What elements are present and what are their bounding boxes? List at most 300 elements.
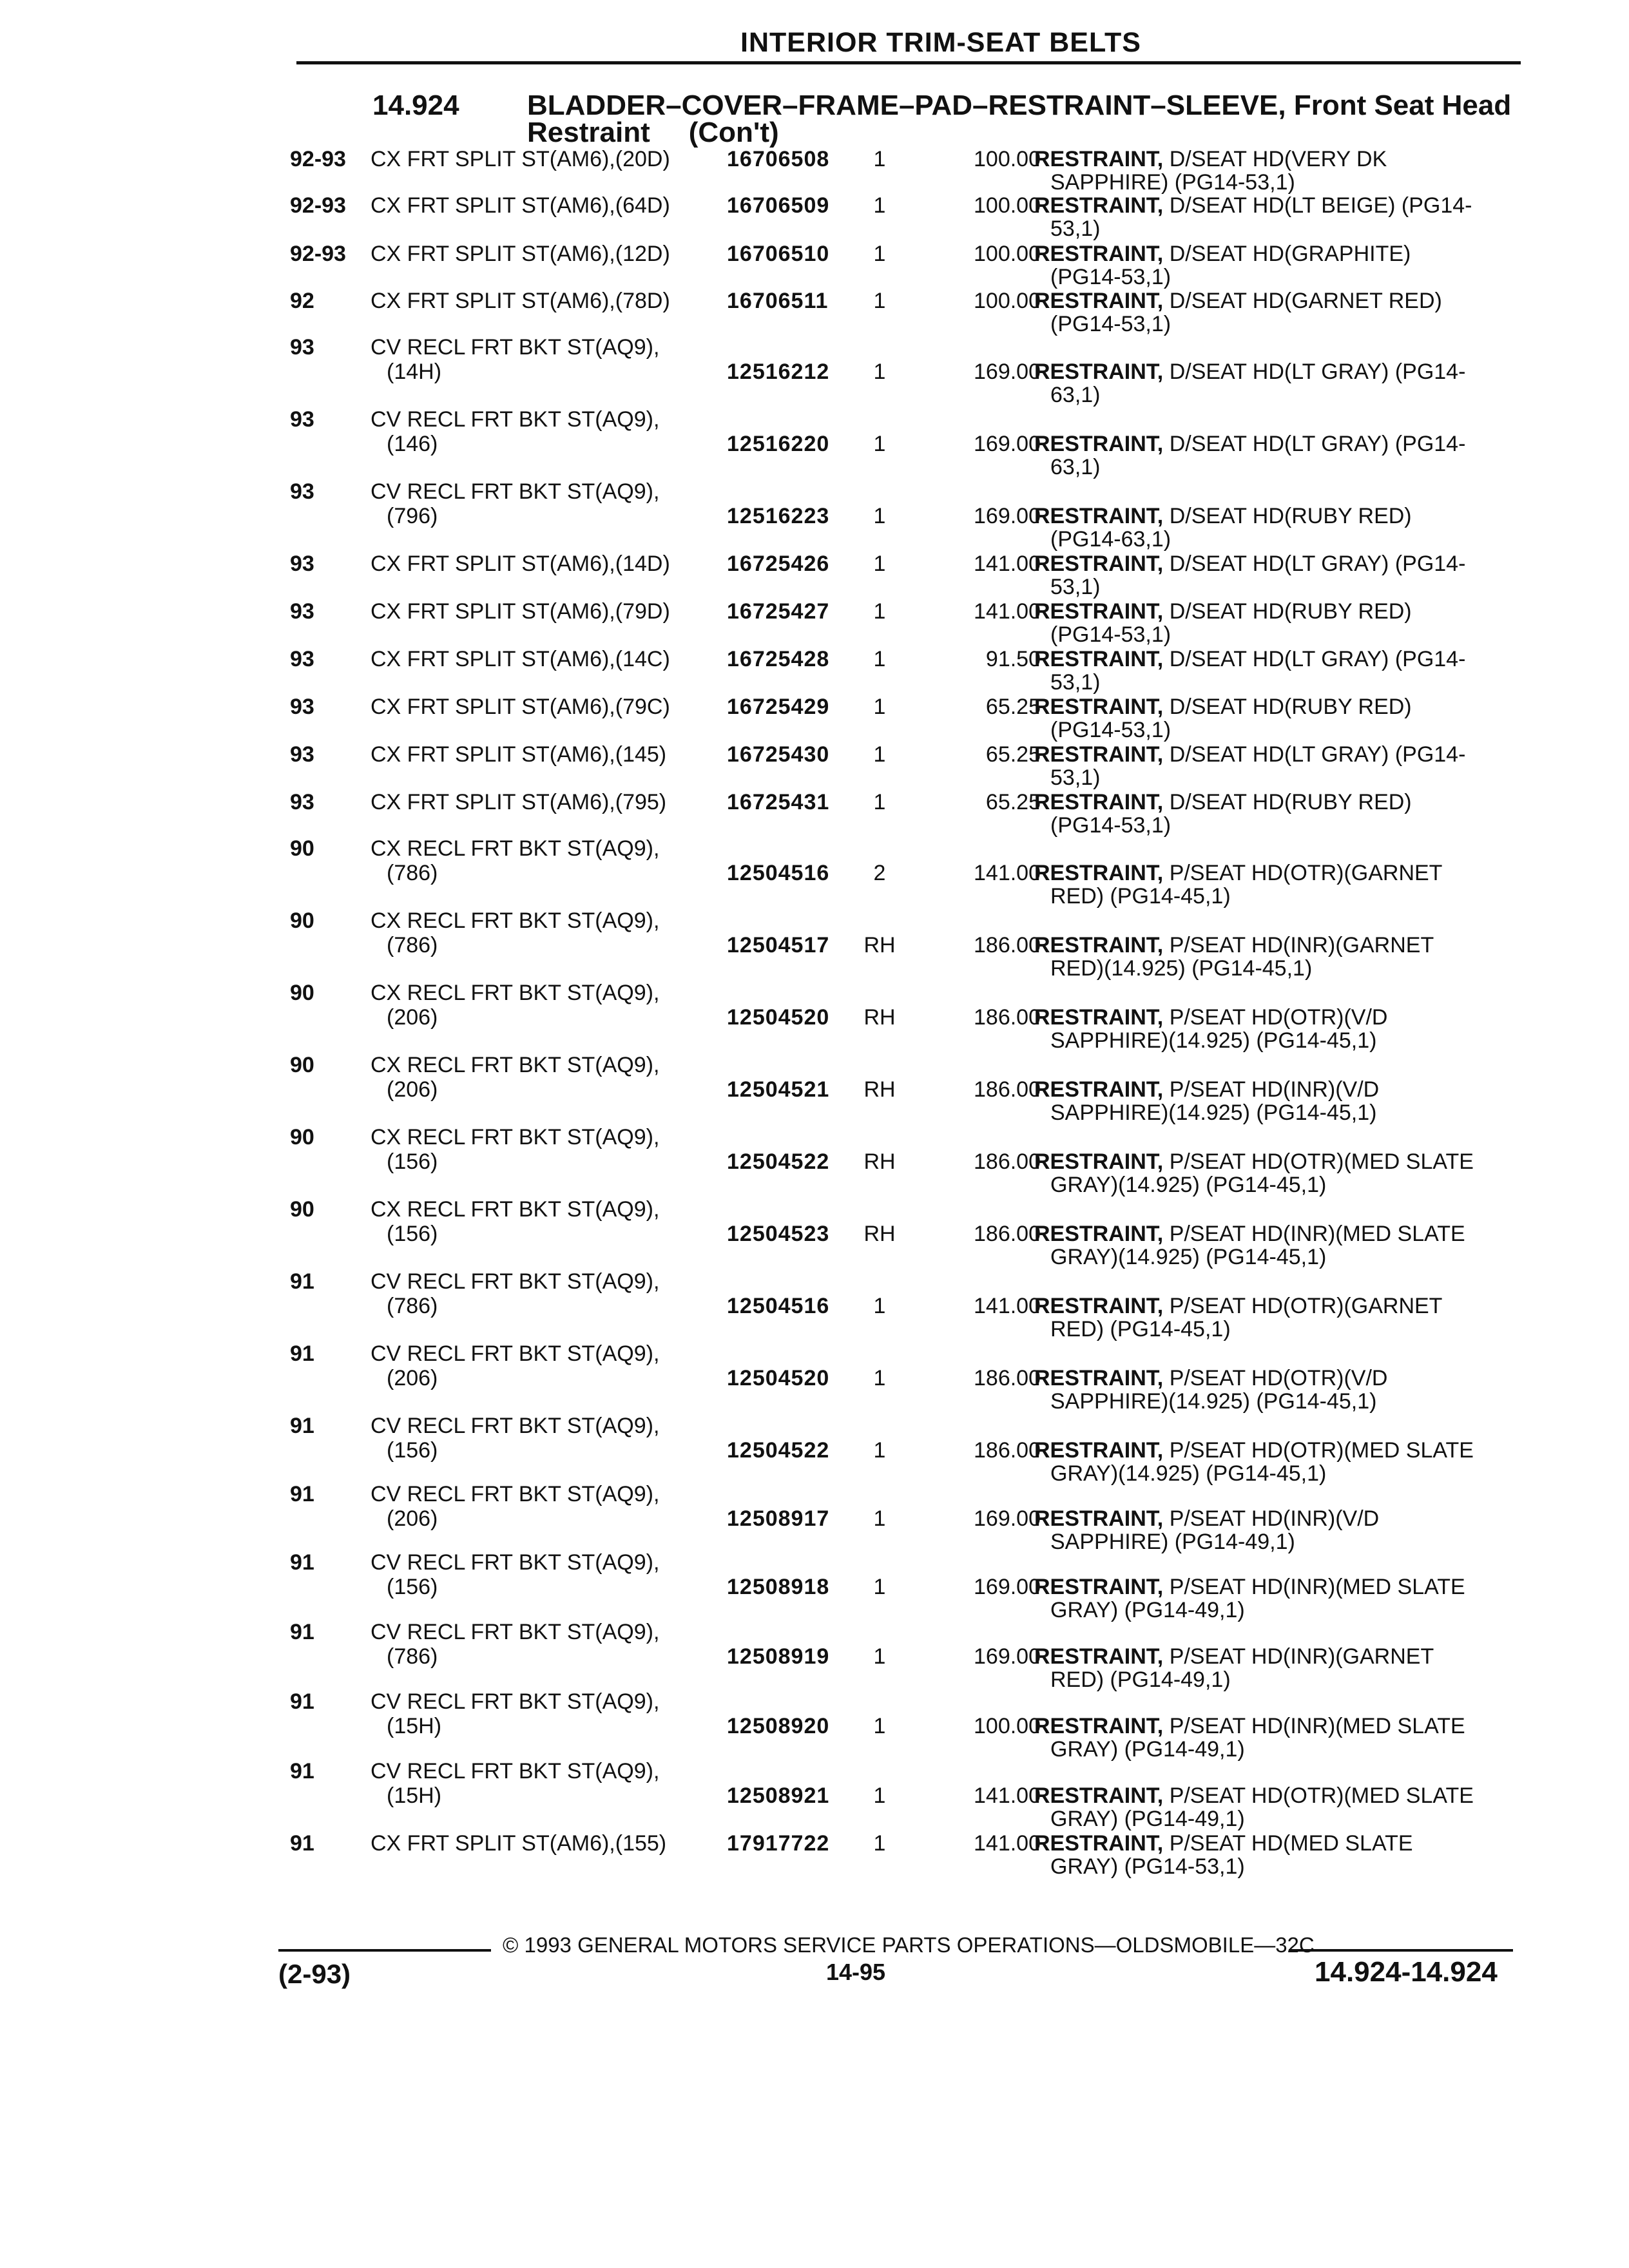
quantity: 1 [873,242,886,266]
part-number: 12516220 [727,432,830,456]
catalog-reference: GRAY) (PG14-49,1) [1050,1737,1245,1762]
quantity: RH [863,933,896,957]
price: 100.00 [974,289,1041,313]
application-desc: CV RECL FRT BKT ST(AQ9), [371,1689,660,1714]
price: 186.00 [974,1005,1041,1030]
part-detail-line2 [1050,1028,1376,1053]
catalog-reference: GRAY)(14.925) (PG14-45,1) [1050,1173,1327,1197]
price: 169.00 [974,1506,1041,1531]
catalog-reference: 53,1) [1050,670,1101,695]
part-number: 12504522 [727,1438,830,1463]
catalog-reference: RED) (PG14-45,1) [1050,884,1231,908]
edition-date: (2-93) [278,1959,351,1989]
part-description [1034,360,1465,384]
part-detail-line2 [1050,312,1171,336]
part-number: 16725430 [727,742,830,767]
part-number: 12508920 [727,1714,830,1738]
model-year: 90 [290,836,314,861]
part-name: RESTRAINT, [1034,695,1164,719]
application-trim-code: (786) [387,1294,438,1318]
model-year: 93 [290,335,314,360]
application-desc: CX RECL FRT BKT ST(AQ9), [371,836,660,861]
price: 186.00 [974,1438,1041,1463]
application-desc: CV RECL FRT BKT ST(AQ9), [371,479,660,504]
model-year: 91 [290,1341,314,1366]
part-detail-line1: D/SEAT HD(RUBY RED) [1169,790,1412,814]
model-year: 92-93 [290,147,346,171]
application-trim-code: (206) [387,1506,438,1531]
price: 169.00 [974,432,1041,456]
application-trim-code: (14H) [387,360,442,384]
part-description [1034,1294,1442,1318]
part-description [1034,599,1412,624]
section-title-restraint: Restraint [527,117,650,148]
catalog-reference: SAPPHIRE) (PG14-49,1) [1050,1530,1295,1554]
application-desc: CX RECL FRT BKT ST(AQ9), [371,981,660,1005]
part-detail-line2 [1050,884,1231,908]
part-description [1034,1714,1465,1738]
catalog-reference: GRAY)(14.925) (PG14-45,1) [1050,1461,1327,1486]
model-year: 92-93 [290,193,346,218]
part-detail-line1: P/SEAT HD(OTR)(V/D [1169,1366,1388,1390]
quantity: 1 [873,1831,886,1856]
part-detail-line1: D/SEAT HD(RUBY RED) [1169,504,1412,528]
part-number: 16706510 [727,242,830,266]
application-desc: CX FRT SPLIT ST(AM6),(79D) [371,599,670,624]
model-year: 91 [290,1689,314,1714]
part-detail-line2 [1050,1100,1376,1125]
part-name: RESTRAINT, [1034,1644,1164,1669]
quantity: RH [863,1077,896,1102]
part-detail-line2 [1050,575,1101,599]
part-detail-line2 [1050,455,1101,479]
price: 141.00 [974,1783,1041,1808]
part-detail-line2 [1050,1245,1326,1269]
part-detail-line1: D/SEAT HD(RUBY RED) [1169,695,1412,719]
application-desc: CV RECL FRT BKT ST(AQ9), [371,1759,660,1783]
quantity: RH [863,1005,896,1030]
model-year: 93 [290,647,314,671]
model-year: 90 [290,908,314,933]
part-name: RESTRAINT, [1034,360,1164,384]
part-number: 12508918 [727,1575,830,1599]
price: 186.00 [974,933,1041,957]
section-code: 14.924 [372,90,459,121]
quantity: 1 [873,1575,886,1599]
part-detail-line2 [1050,1807,1245,1831]
quantity: 1 [873,1366,886,1390]
quantity: 1 [873,1783,886,1808]
price: 186.00 [974,1077,1041,1102]
catalog-reference: SAPPHIRE) (PG14-53,1) [1050,170,1295,195]
application-trim-code: (156) [387,1149,438,1174]
catalog-reference: 63,1) [1050,383,1101,407]
price: 91.50 [985,647,1041,671]
part-name: RESTRAINT, [1034,289,1164,313]
model-year: 92 [290,289,314,313]
part-number: 12516223 [727,504,830,528]
part-detail-line1: P/SEAT HD(INR)(MED SLATE [1169,1222,1465,1246]
catalog-reference: SAPPHIRE)(14.925) (PG14-45,1) [1050,1100,1377,1125]
price: 186.00 [974,1222,1041,1246]
application-trim-code: (146) [387,432,438,456]
part-detail-line1: P/SEAT HD(INR)(V/D [1169,1506,1380,1531]
part-name: RESTRAINT, [1034,1077,1164,1102]
part-name: RESTRAINT, [1034,1294,1164,1318]
part-description [1034,1831,1413,1856]
application-desc: CV RECL FRT BKT ST(AQ9), [371,335,660,360]
part-number: 16725429 [727,695,830,719]
model-year: 93 [290,599,314,624]
part-detail-line1: P/SEAT HD(INR)(V/D [1169,1077,1380,1102]
part-description [1034,1644,1434,1669]
part-name: RESTRAINT, [1034,1831,1164,1856]
model-year: 91 [290,1831,314,1856]
catalog-reference: (PG14-53,1) [1050,622,1171,647]
part-detail-line2 [1050,1598,1245,1622]
quantity: 1 [873,742,886,767]
part-number: 12508921 [727,1783,830,1808]
running-title: INTERIOR TRIM-SEAT BELTS [740,27,1141,58]
application-trim-code: (786) [387,1644,438,1669]
part-detail-line2 [1050,383,1101,407]
part-description [1034,289,1442,313]
part-number: 12504516 [727,861,830,885]
section-range: 14.924-14.924 [1315,1956,1498,1988]
catalog-reference: RED) (PG14-49,1) [1050,1667,1231,1692]
part-name: RESTRAINT, [1034,1005,1164,1030]
quantity: 1 [873,1644,886,1669]
part-detail-line1: P/SEAT HD(INR)(GARNET [1169,933,1434,957]
part-description [1034,647,1465,671]
application-desc: CX FRT SPLIT ST(AM6),(155) [371,1831,667,1856]
price: 141.00 [974,1294,1041,1318]
part-number: 16706511 [727,289,829,313]
part-detail-line1: P/SEAT HD(OTR)(MED SLATE [1169,1438,1474,1463]
application-desc: CX FRT SPLIT ST(AM6),(14C) [371,647,670,671]
application-desc: CV RECL FRT BKT ST(AQ9), [371,1269,660,1294]
price: 141.00 [974,861,1041,885]
catalog-reference: GRAY)(14.925) (PG14-45,1) [1050,1245,1327,1269]
application-trim-code: (156) [387,1438,438,1463]
quantity: 1 [873,647,886,671]
part-detail-line2 [1050,718,1171,742]
part-description [1034,193,1472,218]
catalog-reference: (PG14-53,1) [1050,718,1171,742]
part-description [1034,1222,1465,1246]
quantity: 1 [873,360,886,384]
model-year: 93 [290,479,314,504]
catalog-reference: SAPPHIRE)(14.925) (PG14-45,1) [1050,1389,1377,1414]
part-description [1034,861,1442,885]
part-name: RESTRAINT, [1034,1714,1164,1738]
part-detail-line1: P/SEAT HD(OTR)(MED SLATE [1169,1783,1474,1808]
model-year: 90 [290,981,314,1005]
part-number: 12516212 [727,360,830,384]
model-year: 91 [290,1482,314,1506]
catalog-reference: GRAY) (PG14-49,1) [1050,1807,1245,1831]
part-name: RESTRAINT, [1034,742,1164,767]
price: 141.00 [974,1831,1041,1856]
application-desc: CX FRT SPLIT ST(AM6),(20D) [371,147,670,171]
part-number: 12504522 [727,1149,830,1174]
catalog-reference: (PG14-63,1) [1050,527,1171,552]
part-description [1034,742,1465,767]
quantity: RH [863,1222,896,1246]
part-description [1034,504,1412,528]
model-year: 93 [290,552,314,576]
part-detail-line1: P/SEAT HD(INR)(GARNET [1169,1644,1434,1669]
part-number: 12504517 [727,933,830,957]
application-desc: CV RECL FRT BKT ST(AQ9), [371,1341,660,1366]
application-desc: CX FRT SPLIT ST(AM6),(78D) [371,289,670,313]
part-number: 12508917 [727,1506,830,1531]
part-name: RESTRAINT, [1034,647,1164,671]
model-year: 90 [290,1197,314,1222]
part-detail-line1: D/SEAT HD(RUBY RED) [1169,599,1412,624]
application-desc: CX FRT SPLIT ST(AM6),(79C) [371,695,670,719]
part-description [1034,1438,1474,1463]
part-name: RESTRAINT, [1034,1149,1164,1174]
part-name: RESTRAINT, [1034,1438,1164,1463]
price: 65.25 [985,742,1041,767]
part-detail-line1: P/SEAT HD(INR)(MED SLATE [1169,1714,1465,1738]
application-desc: CX FRT SPLIT ST(AM6),(12D) [371,242,670,266]
part-number: 16725427 [727,599,830,624]
model-year: 92-93 [290,242,346,266]
part-name: RESTRAINT, [1034,1222,1164,1246]
quantity: RH [863,1149,896,1174]
part-description [1034,1149,1474,1174]
catalog-reference: SAPPHIRE)(14.925) (PG14-45,1) [1050,1028,1377,1053]
model-year: 90 [290,1125,314,1149]
part-description [1034,242,1411,266]
application-trim-code: (206) [387,1077,438,1102]
price: 65.25 [985,790,1041,814]
application-desc: CV RECL FRT BKT ST(AQ9), [371,1550,660,1575]
application-desc: CV RECL FRT BKT ST(AQ9), [371,1482,660,1506]
part-number: 12504521 [727,1077,830,1102]
model-year: 91 [290,1269,314,1294]
catalog-reference: GRAY) (PG14-49,1) [1050,1598,1245,1622]
part-detail-line2 [1050,1530,1295,1554]
application-trim-code: (796) [387,504,438,528]
part-number: 16725428 [727,647,830,671]
part-detail-line1: P/SEAT HD(OTR)(V/D [1169,1005,1388,1030]
quantity: 1 [873,432,886,456]
part-detail-line1: D/SEAT HD(LT BEIGE) (PG14- [1169,193,1472,218]
application-desc: CX RECL FRT BKT ST(AQ9), [371,1197,660,1222]
application-trim-code: (156) [387,1575,438,1599]
model-year: 91 [290,1550,314,1575]
part-description [1034,147,1387,171]
part-detail-line1: D/SEAT HD(LT GRAY) (PG14- [1169,647,1466,671]
quantity: 1 [873,1294,886,1318]
part-name: RESTRAINT, [1034,1506,1164,1531]
price: 169.00 [974,1644,1041,1669]
part-detail-line1: D/SEAT HD(LT GRAY) (PG14- [1169,432,1466,456]
part-detail-line2 [1050,765,1101,790]
application-trim-code: (156) [387,1222,438,1246]
quantity: 1 [873,147,886,171]
part-name: RESTRAINT, [1034,790,1164,814]
model-year: 91 [290,1620,314,1644]
catalog-reference: 53,1) [1050,575,1101,599]
application-desc: CX FRT SPLIT ST(AM6),(795) [371,790,667,814]
part-detail-line2 [1050,265,1171,289]
catalog-reference: 53,1) [1050,216,1101,241]
catalog-reference: 53,1) [1050,765,1101,790]
quantity: 1 [873,1438,886,1463]
part-detail-line1: P/SEAT HD(INR)(MED SLATE [1169,1575,1465,1599]
quantity: 2 [873,861,886,885]
part-detail-line2 [1050,1667,1231,1692]
part-detail-line1: D/SEAT HD(LT GRAY) (PG14- [1169,742,1466,767]
model-year: 93 [290,790,314,814]
part-name: RESTRAINT, [1034,147,1164,171]
part-detail-line2 [1050,1389,1376,1414]
part-name: RESTRAINT, [1034,193,1164,218]
price: 169.00 [974,1575,1041,1599]
part-detail-line1: P/SEAT HD(OTR)(GARNET [1169,861,1443,885]
price: 169.00 [974,360,1041,384]
part-description [1034,933,1434,957]
quantity: 1 [873,1714,886,1738]
application-desc: CX RECL FRT BKT ST(AQ9), [371,1053,660,1077]
price: 141.00 [974,552,1041,576]
application-trim-code: (206) [387,1366,438,1390]
quantity: 1 [873,599,886,624]
price: 169.00 [974,504,1041,528]
quantity: 1 [873,552,886,576]
application-trim-code: (15H) [387,1714,442,1738]
part-detail-line2 [1050,622,1171,647]
price: 100.00 [974,1714,1041,1738]
application-trim-code: (786) [387,933,438,957]
part-number: 12508919 [727,1644,830,1669]
part-name: RESTRAINT, [1034,1366,1164,1390]
part-detail-line1: P/SEAT HD(OTR)(MED SLATE [1169,1149,1474,1174]
part-detail-line2 [1050,1173,1326,1197]
application-desc: CV RECL FRT BKT ST(AQ9), [371,1620,660,1644]
part-description [1034,1366,1387,1390]
application-trim-code: (786) [387,861,438,885]
quantity: 1 [873,289,886,313]
application-trim-code: (206) [387,1005,438,1030]
part-detail-line1: D/SEAT HD(LT GRAY) (PG14- [1169,552,1466,576]
part-detail-line2 [1050,170,1295,195]
price: 100.00 [974,147,1041,171]
part-number: 12504520 [727,1005,830,1030]
part-number: 16706508 [727,147,830,171]
part-number: 16706509 [727,193,830,218]
part-name: RESTRAINT, [1034,1575,1164,1599]
application-desc: CV RECL FRT BKT ST(AQ9), [371,407,660,432]
catalog-reference: 63,1) [1050,455,1101,479]
part-detail-line1: D/SEAT HD(LT GRAY) (PG14- [1169,360,1466,384]
price: 100.00 [974,242,1041,266]
application-desc: CX FRT SPLIT ST(AM6),(14D) [371,552,670,576]
section-title: BLADDER–COVER–FRAME–PAD–RESTRAINT–SLEEVE, Front Seat Head [527,90,1512,121]
part-number: 17917722 [727,1831,830,1856]
quantity: 1 [873,504,886,528]
footer-rule-left [278,1949,491,1952]
part-description [1034,1575,1465,1599]
application-desc: CV RECL FRT BKT ST(AQ9), [371,1414,660,1438]
part-detail-line1: P/SEAT HD(OTR)(GARNET [1169,1294,1443,1318]
part-number: 12504516 [727,1294,830,1318]
part-name: RESTRAINT, [1034,242,1164,266]
catalog-reference: RED) (PG14-45,1) [1050,1317,1231,1341]
part-detail-line1: D/SEAT HD(GARNET RED) [1169,289,1442,313]
part-number: 16725426 [727,552,830,576]
part-name: RESTRAINT, [1034,933,1164,957]
price: 186.00 [974,1366,1041,1390]
part-number: 12504520 [727,1366,830,1390]
continued-label: (Con't) [688,117,779,148]
part-description [1034,695,1412,719]
price: 65.25 [985,695,1041,719]
model-year: 90 [290,1053,314,1077]
part-detail-line2 [1050,1461,1326,1486]
part-detail-line2 [1050,956,1312,981]
model-year: 93 [290,407,314,432]
catalog-reference: RED)(14.925) (PG14-45,1) [1050,956,1313,981]
model-year: 91 [290,1414,314,1438]
price: 100.00 [974,193,1041,218]
application-trim-code: (15H) [387,1783,442,1808]
application-desc: CX FRT SPLIT ST(AM6),(64D) [371,193,670,218]
quantity: 1 [873,695,886,719]
quantity: 1 [873,1506,886,1531]
quantity: 1 [873,790,886,814]
price: 141.00 [974,599,1041,624]
part-description [1034,1506,1379,1531]
part-detail-line2 [1050,1854,1245,1879]
price: 186.00 [974,1149,1041,1174]
part-detail-line2 [1050,670,1101,695]
part-description [1034,1783,1474,1808]
part-description [1034,432,1465,456]
application-desc: CX RECL FRT BKT ST(AQ9), [371,1125,660,1149]
footer-rule-right [1289,1949,1513,1952]
model-year: 93 [290,742,314,767]
part-name: RESTRAINT, [1034,432,1164,456]
model-year: 91 [290,1759,314,1783]
part-detail-line2 [1050,1317,1231,1341]
model-year: 93 [290,695,314,719]
application-desc: CX FRT SPLIT ST(AM6),(145) [371,742,667,767]
catalog-reference: (PG14-53,1) [1050,312,1171,336]
page-number: 14-95 [826,1959,886,1985]
part-detail-line1: D/SEAT HD(GRAPHITE) [1169,242,1411,266]
part-number: 12504523 [727,1222,830,1246]
part-name: RESTRAINT, [1034,1783,1164,1808]
part-name: RESTRAINT, [1034,599,1164,624]
part-name: RESTRAINT, [1034,552,1164,576]
part-number: 16725431 [727,790,830,814]
part-detail-line1: P/SEAT HD(MED SLATE [1169,1831,1413,1856]
catalog-reference: (PG14-53,1) [1050,813,1171,838]
catalog-reference: (PG14-53,1) [1050,265,1171,289]
quantity: 1 [873,193,886,218]
part-detail-line2 [1050,1737,1245,1762]
part-detail-line2 [1050,216,1101,241]
part-name: RESTRAINT, [1034,861,1164,885]
part-detail-line2 [1050,813,1171,838]
part-description [1034,1005,1387,1030]
part-description [1034,790,1412,814]
